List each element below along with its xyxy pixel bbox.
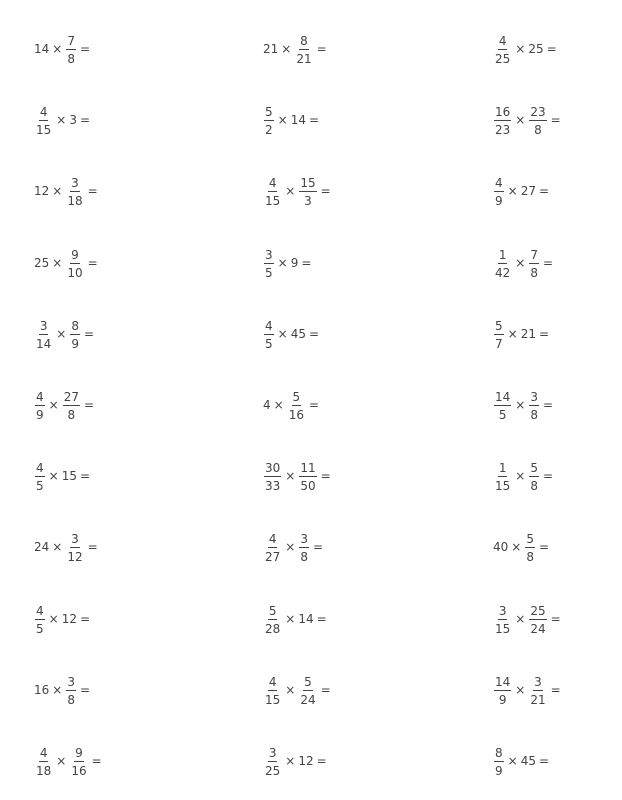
times-sign: × bbox=[507, 754, 518, 768]
fraction bbox=[264, 177, 281, 207]
equals-sign: = bbox=[538, 184, 550, 199]
fraction-denominator: 21 bbox=[530, 692, 546, 707]
whole-number: 21 bbox=[520, 326, 536, 341]
problem bbox=[262, 105, 321, 138]
times-sign: × bbox=[515, 255, 526, 270]
fraction-denominator: 9 bbox=[36, 408, 44, 422]
fraction-denominator: 5 bbox=[498, 408, 507, 422]
problem bbox=[262, 248, 313, 278]
whole-number: 12 bbox=[34, 184, 50, 199]
fraction-denominator: 27 bbox=[265, 550, 281, 565]
fraction-numerator: 4 bbox=[36, 461, 44, 476]
fraction bbox=[529, 106, 546, 136]
fraction-numerator: 1 bbox=[498, 247, 507, 262]
fraction-numerator: 5 bbox=[495, 318, 503, 333]
fraction-numerator: 3 bbox=[265, 247, 273, 262]
problem bbox=[262, 34, 329, 64]
fraction-denominator: 10 bbox=[67, 265, 83, 280]
fraction-numerator: 8 bbox=[495, 746, 503, 760]
fraction-numerator: 9 bbox=[71, 247, 79, 262]
fraction-denominator: 12 bbox=[67, 550, 83, 565]
fraction-denominator: 16 bbox=[288, 408, 304, 422]
fraction bbox=[529, 676, 546, 706]
times-sign: × bbox=[515, 42, 526, 56]
fraction-denominator: 7 bbox=[495, 336, 503, 351]
fraction bbox=[529, 462, 539, 492]
fraction bbox=[264, 249, 274, 279]
times-sign: × bbox=[285, 754, 296, 768]
equals-sign: = bbox=[542, 255, 554, 270]
problem bbox=[33, 461, 92, 494]
fraction bbox=[264, 320, 274, 350]
fraction-denominator: 8 bbox=[530, 408, 538, 422]
fraction-numerator: 1 bbox=[498, 461, 507, 476]
fraction-denominator: 33 bbox=[265, 479, 281, 494]
fraction-denominator: 8 bbox=[300, 550, 308, 565]
equals-sign: = bbox=[79, 469, 91, 484]
problem bbox=[262, 461, 333, 494]
whole-number: 21 bbox=[263, 42, 279, 56]
times-sign: × bbox=[52, 184, 63, 199]
problem bbox=[492, 34, 559, 64]
problem bbox=[33, 34, 92, 64]
times-sign: × bbox=[515, 469, 526, 484]
fraction-numerator: 5 bbox=[268, 603, 277, 618]
fraction-numerator: 3 bbox=[530, 390, 538, 404]
fraction-numerator: 3 bbox=[67, 674, 75, 689]
whole-number: 45 bbox=[290, 326, 306, 341]
times-sign: × bbox=[285, 184, 296, 199]
fraction-numerator: 27 bbox=[63, 390, 79, 404]
fraction-numerator: 14 bbox=[495, 390, 511, 404]
equals-sign: = bbox=[320, 469, 331, 484]
equals-sign: = bbox=[550, 611, 561, 626]
fraction-numerator: 3 bbox=[39, 318, 48, 333]
fraction bbox=[494, 249, 511, 279]
fraction-denominator: 18 bbox=[36, 764, 52, 778]
times-sign: × bbox=[515, 113, 526, 128]
fraction-numerator: 9 bbox=[75, 746, 83, 760]
times-sign: × bbox=[48, 611, 59, 626]
equals-sign: = bbox=[308, 113, 320, 128]
times-sign: × bbox=[507, 184, 518, 199]
problem bbox=[492, 746, 551, 776]
times-sign: × bbox=[48, 398, 59, 412]
equals-sign: = bbox=[87, 540, 98, 555]
equals-sign: = bbox=[79, 42, 91, 56]
equals-sign: = bbox=[316, 754, 327, 768]
times-sign: × bbox=[48, 469, 59, 484]
whole-number: 9 bbox=[290, 255, 299, 270]
fraction-denominator: 8 bbox=[67, 408, 76, 422]
fraction-numerator: 4 bbox=[268, 532, 277, 547]
fraction-denominator: 2 bbox=[265, 123, 273, 138]
problem bbox=[33, 390, 96, 420]
fraction bbox=[494, 320, 504, 350]
equals-sign: = bbox=[320, 184, 331, 199]
fraction-denominator: 24 bbox=[530, 621, 546, 636]
fraction bbox=[494, 462, 511, 492]
whole-number: 27 bbox=[520, 184, 536, 199]
problem bbox=[492, 461, 555, 494]
fraction-numerator: 3 bbox=[498, 603, 507, 618]
fraction-denominator: 9 bbox=[495, 764, 503, 778]
fraction-numerator: 3 bbox=[300, 532, 308, 547]
fraction bbox=[295, 35, 312, 65]
equals-sign: = bbox=[550, 113, 561, 128]
fraction-denominator: 8 bbox=[67, 692, 75, 707]
fraction-denominator: 42 bbox=[495, 265, 511, 280]
fraction bbox=[525, 533, 535, 563]
whole-number: 24 bbox=[34, 540, 50, 555]
equals-sign: = bbox=[83, 326, 95, 341]
fraction bbox=[35, 462, 45, 492]
fraction-numerator: 30 bbox=[265, 461, 281, 476]
fraction-denominator: 50 bbox=[300, 479, 316, 494]
fraction-denominator: 15 bbox=[36, 123, 52, 138]
whole-number: 12 bbox=[61, 611, 77, 626]
fraction-denominator: 16 bbox=[71, 764, 87, 778]
equals-sign: = bbox=[542, 398, 554, 412]
equals-sign: = bbox=[542, 469, 554, 484]
fraction bbox=[35, 605, 45, 635]
fraction-numerator: 3 bbox=[71, 532, 79, 547]
times-sign: × bbox=[52, 540, 63, 555]
fraction bbox=[35, 747, 52, 777]
times-sign: × bbox=[56, 754, 67, 768]
fraction bbox=[66, 249, 83, 279]
problem bbox=[492, 176, 551, 209]
whole-number: 16 bbox=[34, 682, 50, 697]
times-sign: × bbox=[56, 113, 67, 128]
fraction bbox=[66, 35, 76, 65]
fraction-denominator: 25 bbox=[495, 52, 511, 66]
times-sign: × bbox=[285, 682, 296, 697]
fraction bbox=[66, 533, 83, 563]
equals-sign: = bbox=[550, 682, 561, 697]
equals-sign: = bbox=[312, 540, 324, 555]
problem bbox=[262, 176, 333, 209]
problem bbox=[262, 319, 321, 349]
fraction bbox=[264, 533, 281, 563]
fraction-denominator: 28 bbox=[265, 621, 281, 636]
fraction bbox=[35, 106, 52, 136]
times-sign: × bbox=[515, 682, 526, 697]
equals-sign: = bbox=[87, 184, 98, 199]
fraction bbox=[35, 320, 52, 350]
times-sign: × bbox=[52, 42, 63, 56]
fraction-numerator: 14 bbox=[495, 674, 511, 689]
fraction bbox=[66, 676, 76, 706]
fraction-denominator: 15 bbox=[495, 479, 511, 494]
whole-number: 14 bbox=[34, 42, 50, 56]
fraction-numerator: 4 bbox=[36, 603, 44, 618]
fraction-numerator: 7 bbox=[67, 34, 75, 48]
fraction-numerator: 23 bbox=[530, 105, 546, 120]
fraction bbox=[70, 747, 87, 777]
fraction-numerator: 5 bbox=[304, 674, 312, 689]
fraction-numerator: 15 bbox=[300, 176, 316, 191]
fraction bbox=[264, 462, 281, 492]
equals-sign: = bbox=[79, 682, 91, 697]
fraction-numerator: 16 bbox=[495, 105, 511, 120]
fraction-numerator: 4 bbox=[265, 318, 273, 333]
problem bbox=[33, 675, 92, 705]
fraction bbox=[35, 391, 45, 421]
fraction-denominator: 9 bbox=[498, 692, 507, 707]
fraction-denominator: 9 bbox=[71, 336, 79, 351]
problem bbox=[262, 532, 325, 565]
problem bbox=[33, 604, 92, 634]
fraction bbox=[494, 747, 504, 777]
whole-number: 15 bbox=[61, 469, 77, 484]
fraction bbox=[494, 391, 511, 421]
problem bbox=[492, 248, 555, 278]
problem bbox=[33, 319, 96, 349]
equals-sign: = bbox=[79, 611, 91, 626]
fraction bbox=[494, 676, 511, 706]
problem bbox=[492, 105, 563, 138]
fraction-denominator: 3 bbox=[304, 194, 312, 209]
fraction-denominator: 23 bbox=[495, 123, 511, 138]
fraction bbox=[299, 462, 316, 492]
problem bbox=[262, 604, 329, 634]
times-sign: × bbox=[277, 326, 288, 341]
times-sign: × bbox=[285, 469, 296, 484]
fraction-denominator: 5 bbox=[265, 265, 273, 280]
fraction bbox=[299, 533, 309, 563]
fraction bbox=[66, 177, 83, 207]
fraction bbox=[264, 106, 274, 136]
fraction bbox=[494, 35, 511, 65]
equals-sign: = bbox=[320, 682, 331, 697]
fraction-numerator: 5 bbox=[292, 390, 301, 404]
equals-sign: = bbox=[79, 113, 91, 128]
problem bbox=[33, 105, 92, 138]
whole-number: 45 bbox=[520, 754, 536, 768]
fraction bbox=[264, 676, 281, 706]
times-sign: × bbox=[52, 255, 63, 270]
equals-sign: = bbox=[546, 42, 557, 56]
problem bbox=[262, 675, 333, 705]
fraction-numerator: 11 bbox=[300, 461, 316, 476]
equals-sign: = bbox=[308, 398, 320, 412]
whole-number: 40 bbox=[493, 540, 509, 555]
fraction bbox=[63, 391, 80, 421]
fraction-denominator: 5 bbox=[36, 621, 44, 636]
problem bbox=[492, 532, 551, 565]
fraction-denominator: 18 bbox=[67, 194, 83, 209]
whole-number: 4 bbox=[263, 398, 271, 412]
fraction-denominator: 21 bbox=[296, 52, 312, 66]
fraction-numerator: 4 bbox=[495, 176, 503, 191]
whole-number: 14 bbox=[290, 113, 306, 128]
equals-sign: = bbox=[316, 611, 327, 626]
times-sign: × bbox=[277, 113, 288, 128]
equals-sign: = bbox=[538, 326, 550, 341]
equals-sign: = bbox=[91, 754, 102, 768]
equals-sign: = bbox=[538, 754, 550, 768]
fraction-denominator: 24 bbox=[300, 692, 316, 707]
fraction-numerator: 5 bbox=[526, 532, 534, 547]
whole-number: 25 bbox=[34, 255, 50, 270]
fraction-denominator: 14 bbox=[36, 336, 52, 351]
fraction-denominator: 15 bbox=[265, 194, 281, 209]
fraction-denominator: 9 bbox=[495, 194, 503, 209]
fraction-numerator: 5 bbox=[265, 105, 273, 120]
fraction-numerator: 3 bbox=[268, 746, 277, 760]
fraction-denominator: 8 bbox=[67, 52, 75, 66]
fraction-denominator: 25 bbox=[265, 764, 281, 778]
problem bbox=[492, 675, 563, 705]
fraction-numerator: 3 bbox=[71, 176, 79, 191]
whole-number: 12 bbox=[298, 754, 314, 768]
equals-sign: = bbox=[316, 42, 327, 56]
problem bbox=[262, 390, 321, 420]
whole-number: 25 bbox=[528, 42, 544, 56]
fraction-denominator: 15 bbox=[495, 621, 511, 636]
problem bbox=[492, 604, 563, 634]
fraction-denominator: 8 bbox=[526, 550, 534, 565]
fraction-numerator: 8 bbox=[300, 34, 308, 48]
problem bbox=[33, 746, 104, 776]
fraction-denominator: 5 bbox=[36, 479, 44, 494]
fraction bbox=[70, 320, 80, 350]
fraction-numerator: 3 bbox=[534, 674, 542, 689]
fraction bbox=[299, 177, 316, 207]
fraction bbox=[529, 249, 539, 279]
times-sign: × bbox=[285, 540, 296, 555]
fraction-numerator: 25 bbox=[530, 603, 546, 618]
whole-number: 14 bbox=[298, 611, 314, 626]
fraction-numerator: 4 bbox=[268, 674, 277, 689]
times-sign: × bbox=[507, 326, 518, 341]
fraction bbox=[494, 605, 511, 635]
fraction bbox=[494, 106, 511, 136]
times-sign: × bbox=[277, 255, 288, 270]
fraction-numerator: 4 bbox=[268, 176, 277, 191]
fraction-denominator: 5 bbox=[265, 336, 273, 351]
problem bbox=[33, 532, 100, 565]
times-sign: × bbox=[285, 611, 296, 626]
fraction-numerator: 8 bbox=[71, 318, 79, 333]
fraction-numerator: 4 bbox=[36, 390, 44, 404]
equals-sign: = bbox=[83, 398, 95, 412]
fraction bbox=[299, 676, 316, 706]
fraction-numerator: 4 bbox=[39, 746, 48, 760]
fraction-denominator: 8 bbox=[534, 123, 542, 138]
times-sign: × bbox=[273, 398, 284, 412]
times-sign: × bbox=[52, 682, 63, 697]
problem bbox=[33, 248, 100, 278]
fraction-numerator: 4 bbox=[498, 34, 507, 48]
fraction bbox=[529, 391, 539, 421]
fraction bbox=[494, 177, 504, 207]
problem bbox=[492, 390, 555, 420]
fraction-numerator: 4 bbox=[39, 105, 48, 120]
fraction-denominator: 8 bbox=[530, 479, 538, 494]
fraction bbox=[264, 605, 281, 635]
fraction bbox=[264, 747, 281, 777]
fraction-numerator: 5 bbox=[530, 461, 538, 476]
times-sign: × bbox=[515, 611, 526, 626]
fraction-numerator: 7 bbox=[530, 247, 538, 262]
problem bbox=[492, 319, 551, 349]
equals-sign: = bbox=[538, 540, 550, 555]
equals-sign: = bbox=[87, 255, 98, 270]
fraction bbox=[288, 391, 305, 421]
times-sign: × bbox=[515, 398, 526, 412]
equals-sign: = bbox=[301, 255, 312, 270]
times-sign: × bbox=[281, 42, 292, 56]
times-sign: × bbox=[56, 326, 67, 341]
fraction bbox=[529, 605, 546, 635]
times-sign: × bbox=[511, 540, 522, 555]
fraction-denominator: 15 bbox=[265, 692, 281, 707]
whole-number: 3 bbox=[69, 113, 77, 128]
equals-sign: = bbox=[308, 326, 320, 341]
problem bbox=[33, 176, 100, 209]
problem bbox=[262, 746, 329, 776]
fraction-denominator: 8 bbox=[530, 265, 538, 280]
